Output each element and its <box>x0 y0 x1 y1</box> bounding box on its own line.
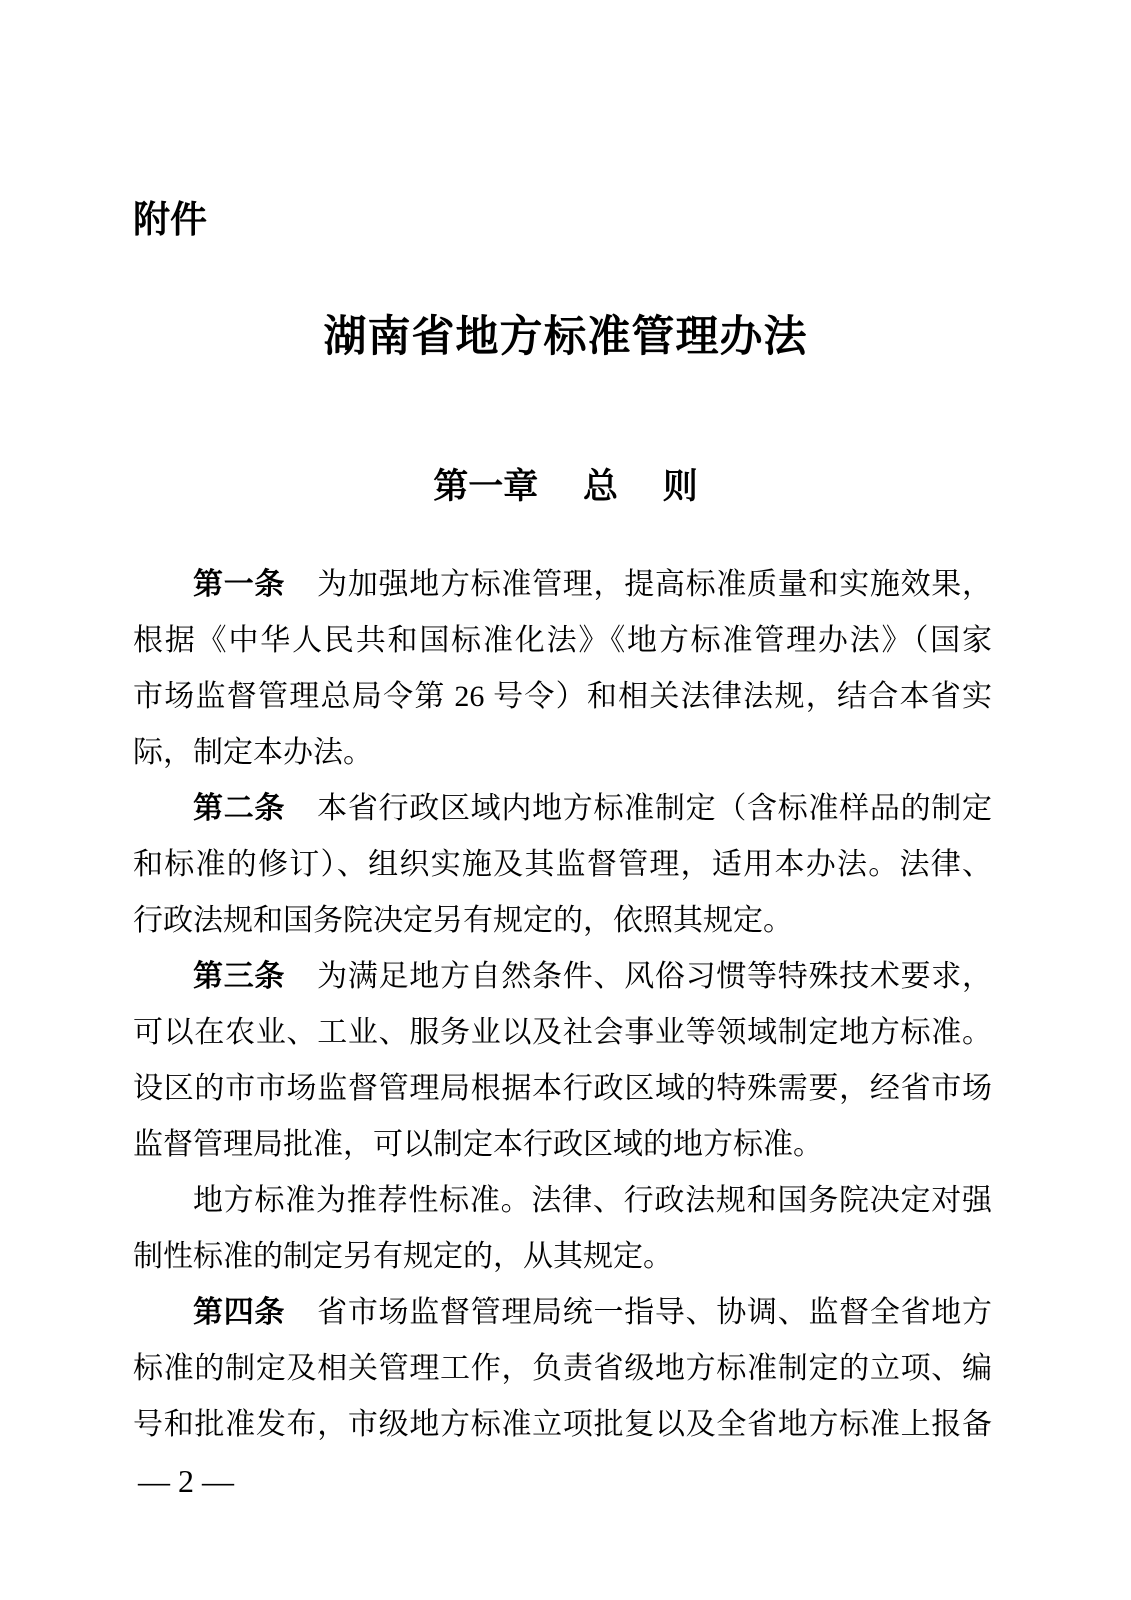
line-text: 监督管理局批准，可以制定本行政区域的地方标准。 <box>133 1128 823 1161</box>
body-line <box>133 1229 992 1285</box>
line-text: 为满足地方自然条件、风俗习惯等特殊技术要求， <box>317 960 992 993</box>
body-line <box>133 1341 992 1397</box>
page-number: — 2 — <box>138 1463 234 1499</box>
line-text: 省市场监督管理局统一指导、协调、监督全省地方 <box>317 1296 992 1329</box>
line-text: 为加强地方标准管理，提高标准质量和实施效果， <box>317 568 992 601</box>
article-number: 第三条 <box>193 960 286 993</box>
body-line <box>133 1173 992 1229</box>
line-text: 际，制定本办法。 <box>133 736 373 769</box>
line-text: 设区的市市场监督管理局根据本行政区域的特殊需要，经省市场 <box>133 1072 992 1105</box>
body-line <box>133 893 992 949</box>
body-line <box>133 669 992 725</box>
article-number: 第四条 <box>193 1296 286 1329</box>
body-line <box>133 1061 992 1117</box>
line-text: 标准的制定及相关管理工作，负责省级地方标准制定的立项、编 <box>133 1352 992 1385</box>
article-number: 第一条 <box>193 568 286 601</box>
line-text: 根据《中华人民共和国标准化法》《地方标准管理办法》（国家 <box>133 624 992 657</box>
body-line <box>133 949 992 1005</box>
line-text: 市场监督管理总局令第 26 号令）和相关法律法规，结合本省实 <box>133 680 992 713</box>
body-line <box>133 1005 992 1061</box>
document-body <box>133 557 992 1453</box>
body-line <box>133 1117 992 1173</box>
line-text: 可以在农业、工业、服务业以及社会事业等领域制定地方标准。 <box>133 1016 992 1049</box>
body-line <box>133 1285 992 1341</box>
article-number: 第二条 <box>193 792 286 825</box>
body-line <box>133 837 992 893</box>
document-title: 湖南省地方标准管理办法 <box>323 314 808 361</box>
attachment-label: 附件 <box>133 199 207 240</box>
body-line <box>133 557 992 613</box>
body-line <box>133 725 992 781</box>
body-line <box>133 781 992 837</box>
body-line <box>133 613 992 669</box>
line-text: 本省行政区域内地方标准制定（含标准样品的制定 <box>317 792 992 825</box>
line-text: 号和批准发布，市级地方标准立项批复以及全省地方标准上报备 <box>133 1408 992 1441</box>
chapter-heading: 第一章 总 则 <box>433 467 698 506</box>
line-text: 制性标准的制定另有规定的，从其规定。 <box>133 1240 673 1273</box>
line-text: 和标准的修订）、组织实施及其监督管理，适用本办法。法律、 <box>133 848 992 881</box>
line-text: 行政法规和国务院决定另有规定的，依照其规定。 <box>133 904 793 937</box>
body-line <box>133 1397 992 1453</box>
line-text: 地方标准为推荐性标准。法律、行政法规和国务院决定对强 <box>193 1184 992 1217</box>
